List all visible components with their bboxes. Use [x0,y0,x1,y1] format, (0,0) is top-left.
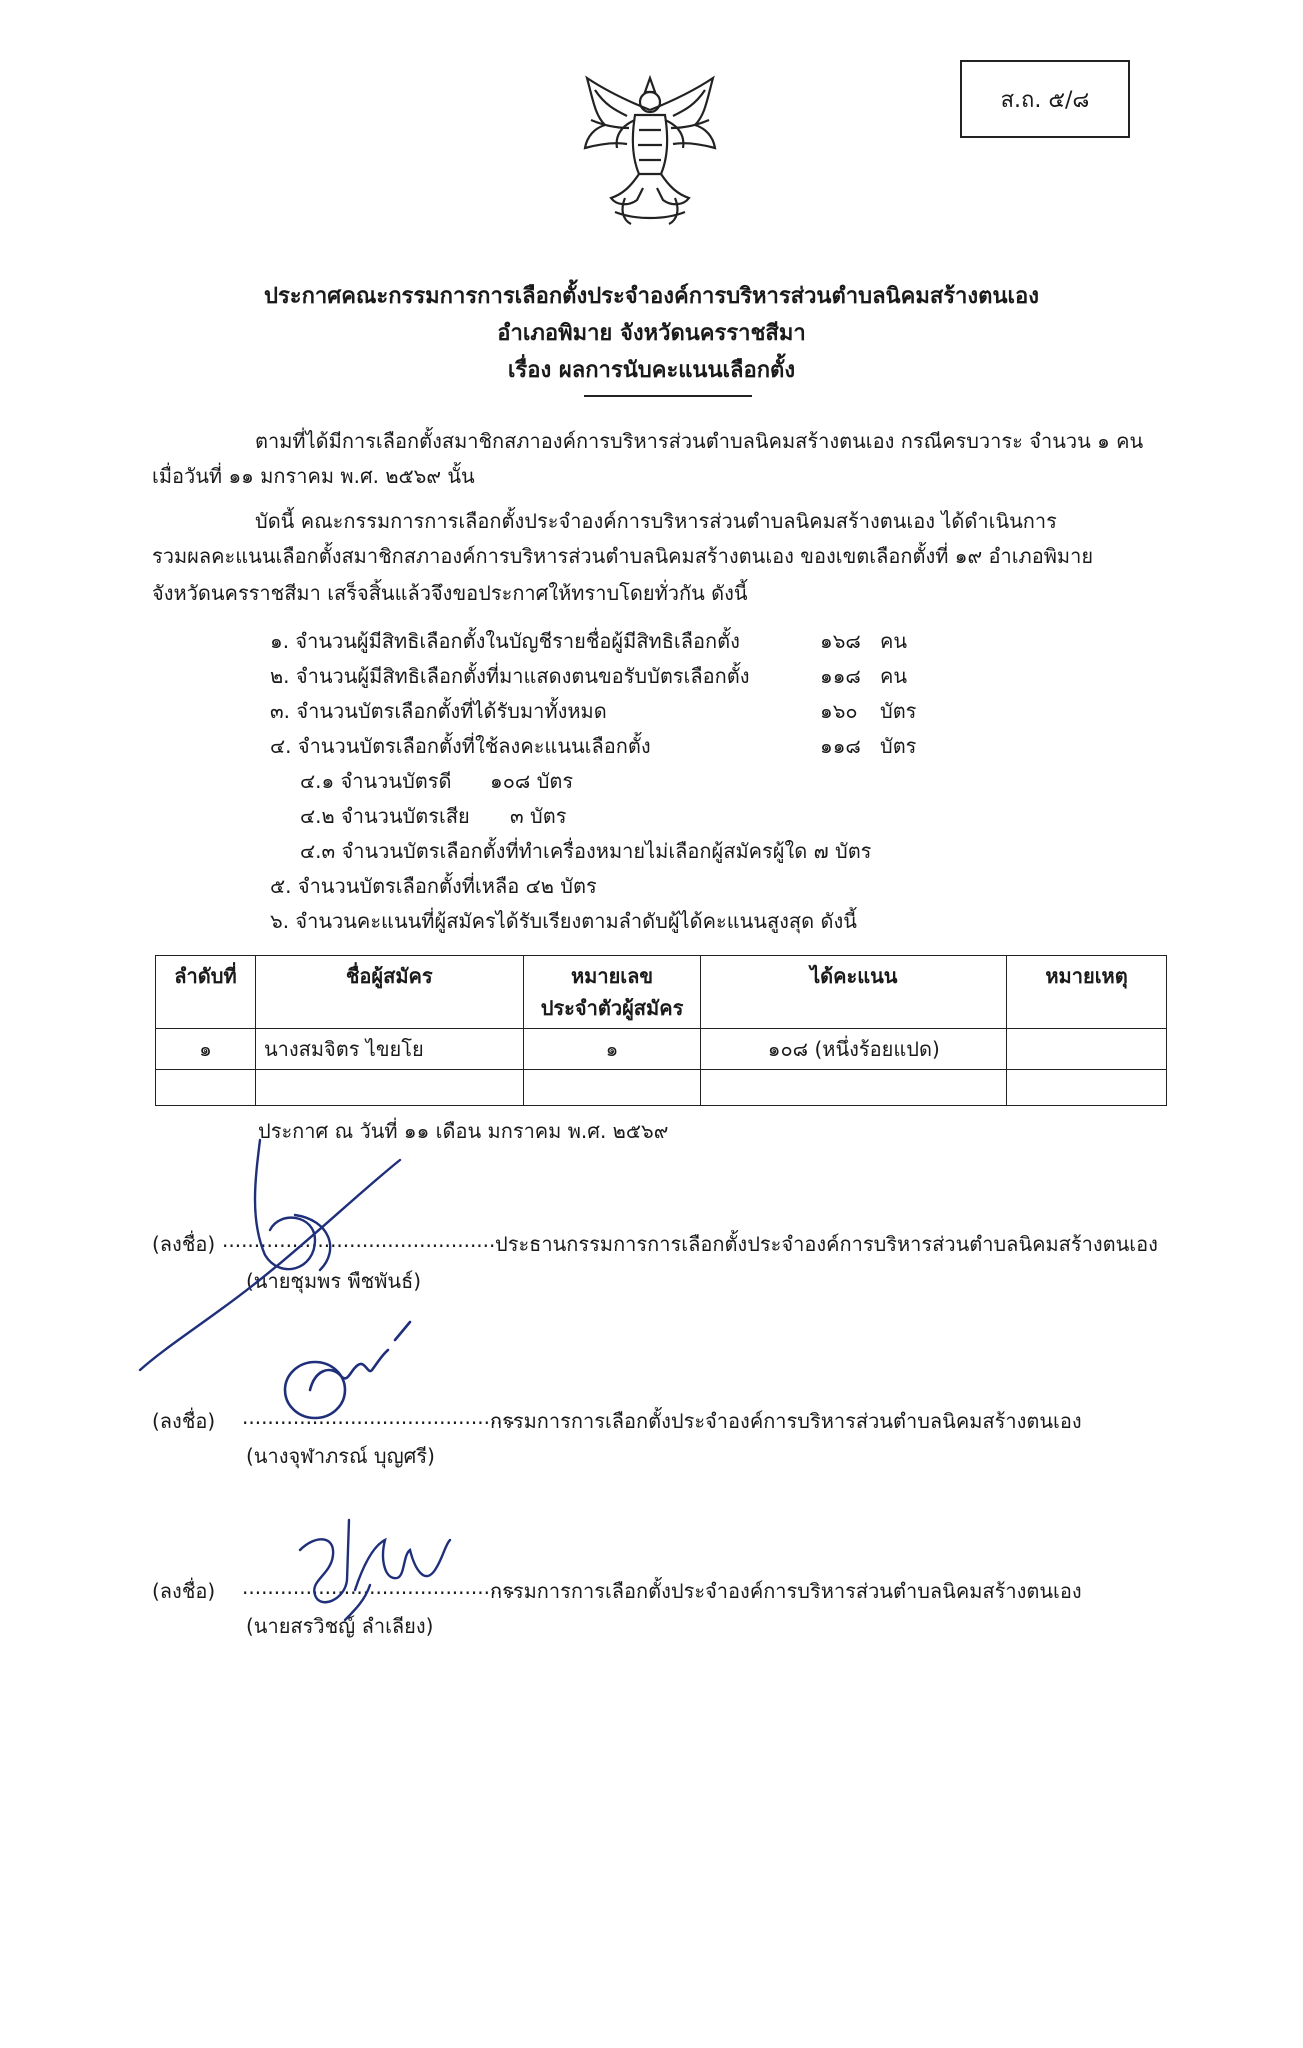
item-2-value: ๑๑๘ [820,664,861,688]
item-4-unit: บัตร [880,734,917,758]
subitem-4-1-value: ๑๐๘ บัตร [490,769,574,793]
sig1-label: (ลงชื่อ) [152,1232,216,1256]
col-name: ชื่อผู้สมัคร [255,956,523,1029]
heading-line-2: อำเภอพิมาย จังหวัดนครราชสีมา [497,321,806,346]
col-rank: ลำดับที่ [156,956,256,1029]
signature-3-mark [285,1500,465,1630]
subitem-4-2-value: ๓ บัตร [510,804,567,828]
cell-rank [156,1070,256,1106]
cell-name [255,1070,523,1106]
item-1-value: ๑๖๘ [820,629,861,653]
sig2-dots: ........................................... [242,1405,516,1429]
subitem-4-2-label: ๔.๒ จำนวนบัตรเสีย [300,804,470,828]
item-6: ๖. จำนวนคะแนนที่ผู้สมัครได้รับเรียงตามลำดับผู้ได้คะแนนสูงสุด ดังนี้ [270,909,857,933]
cell-remark [1007,1029,1167,1070]
heading-rule [584,395,752,397]
announce-date: ประกาศ ณ วันที่ ๑๑ เดือน มกราคม พ.ศ. ๒๕๖๙ [258,1119,669,1143]
cell-number: ๑ [523,1029,701,1070]
sig3-name: (นายสรวิชญ์ ลำเลียง) [246,1614,434,1638]
col-remark: หมายเหตุ [1007,956,1167,1029]
cell-score: ๑๐๘ (หนึ่งร้อยแปด) [701,1029,1007,1070]
sig2-name: (นางจุฬาภรณ์ บุญศรี) [246,1444,435,1468]
form-code: ส.ถ. ๕/๘ [1000,87,1090,113]
sig2-label: (ลงชื่อ) [152,1409,216,1433]
sig1-name: (นายชุมพร พืชพันธ์) [246,1269,422,1293]
cell-remark [1007,1070,1167,1106]
intro-p2-line3: จังหวัดนครราชสีมา เสร็จสิ้นแล้วจึงขอประกาศให้ทราบโดยทั่วกัน ดังนี้ [152,581,748,605]
table-row [156,1070,1167,1106]
heading-subject: เรื่อง ผลการนับคะแนนเลือกตั้ง [507,358,796,383]
subitem-4-3: ๔.๓ จำนวนบัตรเลือกตั้งที่ทำเครื่องหมายไม่เลือกผู้สมัครผู้ใด ๗ บัตร [300,839,872,863]
item-2-label: ๒. จำนวนผู้มีสิทธิเลือกตั้งที่มาแสดงตนขอรับบัตรเลือกตั้ง [270,664,750,688]
item-3-label: ๓. จำนวนบัตรเลือกตั้งที่ได้รับมาทั้งหมด [270,699,607,723]
sig2-role: กรรมการการเลือกตั้งประจำองค์การบริหารส่วนตำบลนิคมสร้างตนเอง [490,1409,1082,1433]
item-4-label: ๔. จำนวนบัตรเลือกตั้งที่ใช้ลงคะแนนเลือกตั้ง [270,734,651,758]
candidate-table [155,955,1167,1106]
item-3-value: ๑๖๐ [820,699,858,723]
col-number [523,956,701,1029]
col-number-line2: ประจำตัวผู้สมัคร [540,996,684,1020]
subitem-4-1-label: ๔.๑ จำนวนบัตรดี [300,769,452,793]
item-5: ๕. จำนวนบัตรเลือกตั้งที่เหลือ ๔๒ บัตร [270,874,597,898]
sig3-role: กรรมการการเลือกตั้งประจำองค์การบริหารส่วนตำบลนิคมสร้างตนเอง [490,1579,1082,1603]
intro-p2-line2: รวมผลคะแนนเลือกตั้งสมาชิกสภาองค์การบริหารส่วนตำบลนิคมสร้างตนเอง ของเขตเลือกตั้งที่ ๑๙ อำเภอพิมาย [152,544,1094,568]
item-1-label: ๑. จำนวนผู้มีสิทธิเลือกตั้งในบัญชีรายชื่อผู้มีสิทธิเลือกตั้ง [270,629,740,653]
table-header-row [156,956,1167,1029]
intro-p2-line1: บัดนี้ คณะกรรมการการเลือกตั้งประจำองค์การบริหารส่วนตำบลนิคมสร้างตนเอง ได้ดำเนินการ [255,509,1057,533]
cell-name: นางสมจิตร ไขยโย [255,1029,523,1070]
item-4-value: ๑๑๘ [820,734,861,758]
cell-score [701,1070,1007,1106]
col-score: ได้คะแนน [701,956,1007,1029]
col-number-line1: หมายเลข [570,964,654,988]
item-2-unit: คน [880,664,908,688]
sig3-dots: ........................................... [242,1575,516,1599]
sig1-role: ประธานกรรมการการเลือกตั้งประจำองค์การบริหารส่วนตำบลนิคมสร้างตนเอง [495,1232,1158,1256]
heading-line-1: ประกาศคณะกรรมการการเลือกตั้งประจำองค์การบริหารส่วนตำบลนิคมสร้างตนเอง [264,284,1039,309]
garuda-emblem-icon [565,70,735,230]
signature-2-mark [270,1310,450,1440]
sig1-dots: ........................................... [222,1228,496,1252]
table-row [156,1029,1167,1070]
cell-number [523,1070,701,1106]
cell-rank: ๑ [156,1029,256,1070]
intro-p1-line1: ตามที่ได้มีการเลือกตั้งสมาชิกสภาองค์การบริหารส่วนตำบลนิคมสร้างตนเอง กรณีครบวาระ จำนวน ๑ คน [255,429,1144,453]
intro-p1-line2: เมื่อวันที่ ๑๑ มกราคม พ.ศ. ๒๕๖๙ นั้น [152,464,475,488]
form-code-box [960,60,1130,138]
item-3-unit: บัตร [880,699,917,723]
item-1-unit: คน [880,629,908,653]
sig3-label: (ลงชื่อ) [152,1579,216,1603]
